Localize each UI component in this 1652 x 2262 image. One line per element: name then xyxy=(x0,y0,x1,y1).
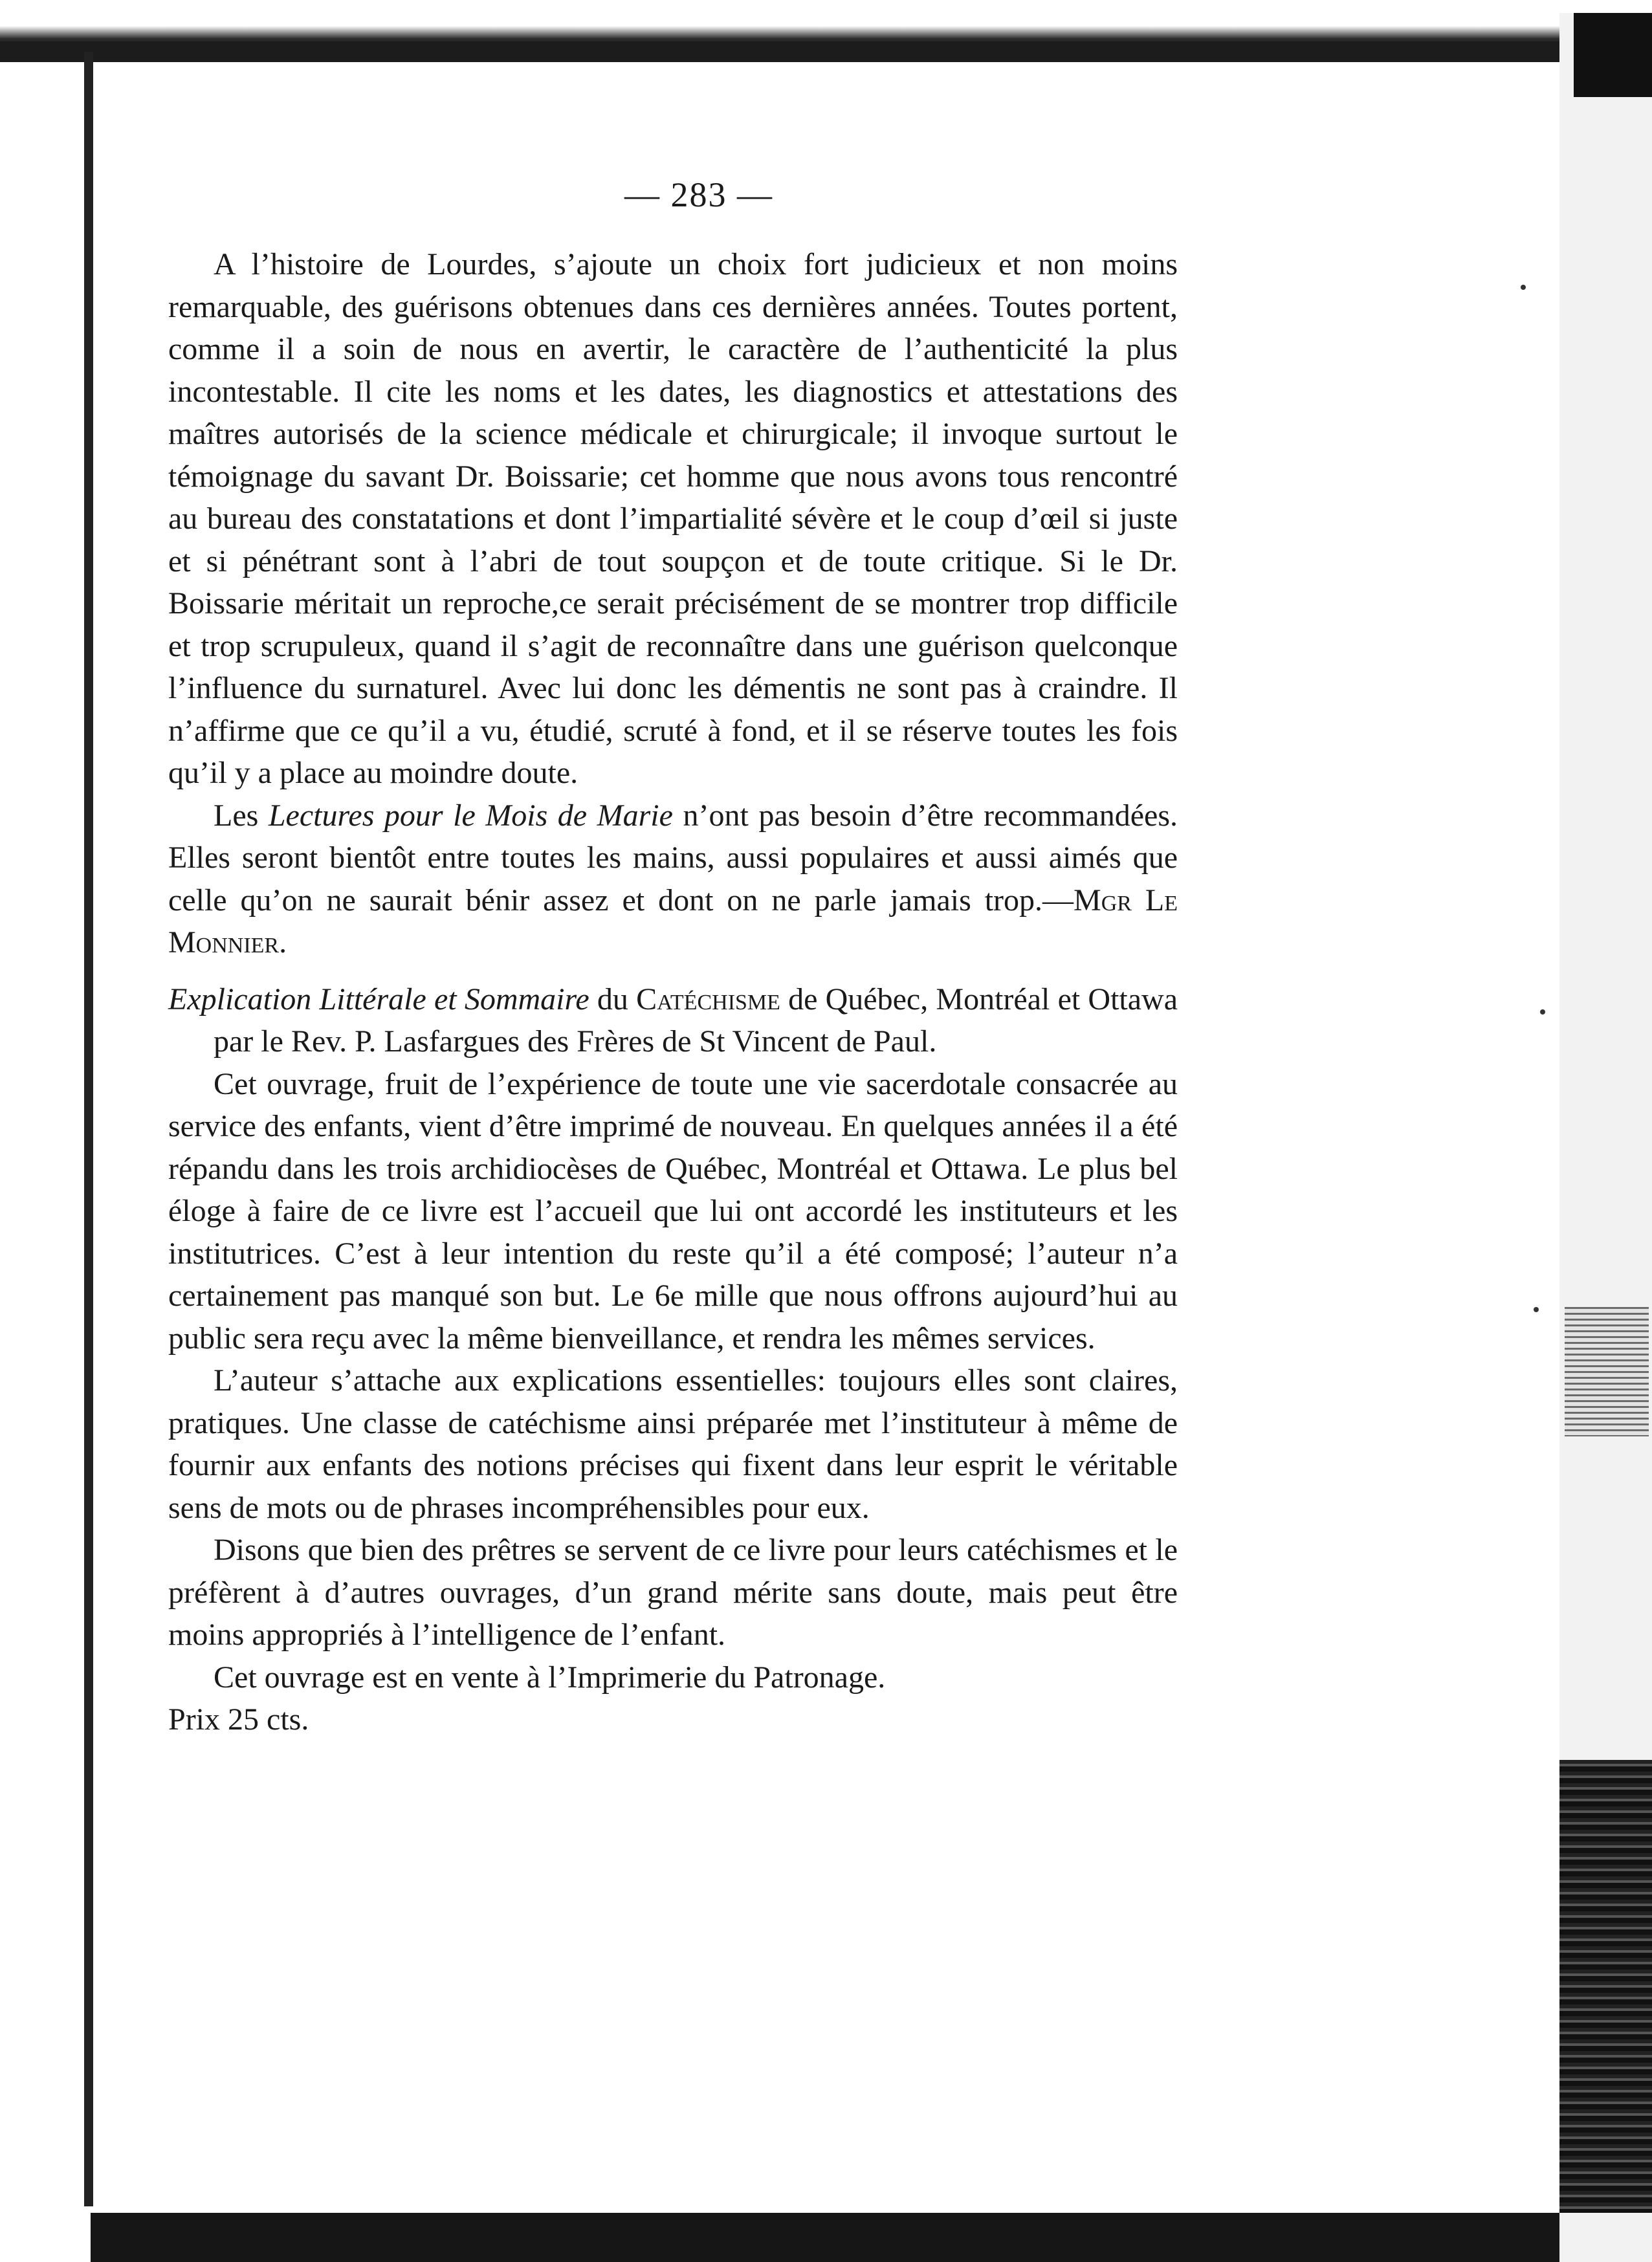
book-entry-heading xyxy=(168,978,1178,1063)
book-title: Explication Littérale et Sommaire xyxy=(168,982,589,1016)
text-segment: de Québec, Montréal et Ottawa par le Rev. P. Lasfargues des Frères de St Vincent de Paul. xyxy=(214,982,1178,1059)
scan-edge-noise xyxy=(1565,1307,1649,1436)
scan-border-left xyxy=(84,52,93,2206)
price-line: Prix 25 cts. xyxy=(168,1702,309,1737)
scan-border-right xyxy=(1559,13,1652,2262)
paragraph-lectures xyxy=(168,795,1178,964)
text-segment: Les xyxy=(214,798,269,833)
text-segment: n’ont pas besoin d’être recommandées. Elles seront bientôt entre toutes les mains, aussi populaires et aussi aimés que celle qu’on ne saurait bénir assez et dont on ne parle jamais trop.— xyxy=(168,798,1178,917)
book-title-caps: Catéchisme xyxy=(636,982,780,1016)
page-number: — 283 — xyxy=(624,175,773,214)
scan-edge-dark xyxy=(1574,13,1652,97)
book-title: Lectures pour le Mois de Marie xyxy=(268,798,673,833)
scan-speck xyxy=(1540,1009,1545,1015)
scan-speck xyxy=(1521,285,1526,290)
body-text xyxy=(168,243,1178,1741)
scan-border-bottom xyxy=(91,2213,1579,2262)
scan-speck xyxy=(1534,1307,1539,1312)
text-segment: du xyxy=(589,982,637,1016)
scan-border-band xyxy=(0,41,1566,61)
scan-edge-dark-lower xyxy=(1559,1760,1652,2213)
paragraph-ouvrage: Cet ouvrage, fruit de l’expérience de toute une vie sacerdotale consacrée au service des enfants, vient d’être imprimé de nouveau. En quelques années il a été répandu dans les trois archidiocèses de Québec, Montréal et Ottawa. Le plus bel éloge à faire de ce livre est l’accueil que lui ont accordé les instituteurs et les institutrices. C’est à leur intention du reste qu’il a été composé; l’auteur n’a certainement pas manqué son but. Le 6e mille que nous offrons aujourd’hui au public sera reçu avec la même bienveillance, et rendra les mêmes services. xyxy=(168,1066,1178,1356)
paragraph-lourdes: A l’histoire de Lourdes, s’ajoute un choix fort judicieux et non moins remarquable, des guérisons obtenues dans ces dernières années. Toutes portent, comme il a soin de nous en avertir, le caractère de l’authenticité la plus incontestable. Il cite les noms et les dates, les diagnostics et attestations des maîtres autorisés de la science médicale et chirurgicale; il invoque surtout le témoignage du savant Dr. Boissarie; cet homme que nous avons tous rencontré au bureau des constatations et dont l’impartialité sévère et le coup d’œil si juste et si pénétrant sont à l’abri de tout soupçon et de toute critique. Si le Dr. Boissarie méritait un reproche,ce serait précisément de se montrer trop difficile et trop scrupuleux, quand il s’agit de reconnaître dans une guérison quelconque l’influence du surnaturel. Avec lui donc les démentis ne sont pas à craindre. Il n’affirme que ce qu’il a vu, étudié, scruté à fond, et il se réserve toutes les fois qu’il y a place au moindre doute. xyxy=(168,247,1178,790)
page-content xyxy=(168,175,1178,1741)
paragraph-auteur: L’auteur s’attache aux explications essentielles: toujours elles sont claires, pratiques. Une classe de catéchisme ainsi préparée met l’instituteur à même de fournir aux enfants des notions précises qui fixent dans leur esprit le véritable sens de mots ou de phrases incompréhensibles pour eux. xyxy=(168,1363,1178,1525)
signature: Mgr Le Monnier. xyxy=(168,883,1178,960)
paragraph-vente: Cet ouvrage est en vente à l’Imprimerie du Patronage. xyxy=(214,1660,886,1695)
paragraph-pretres: Disons que bien des prêtres se servent de ce livre pour leurs catéchismes et le préfèrent à d’autres ouvrages, d’un grand mérite sans doute, mais peut être moins appropriés à l’intelligence de l’enfant. xyxy=(168,1533,1178,1652)
